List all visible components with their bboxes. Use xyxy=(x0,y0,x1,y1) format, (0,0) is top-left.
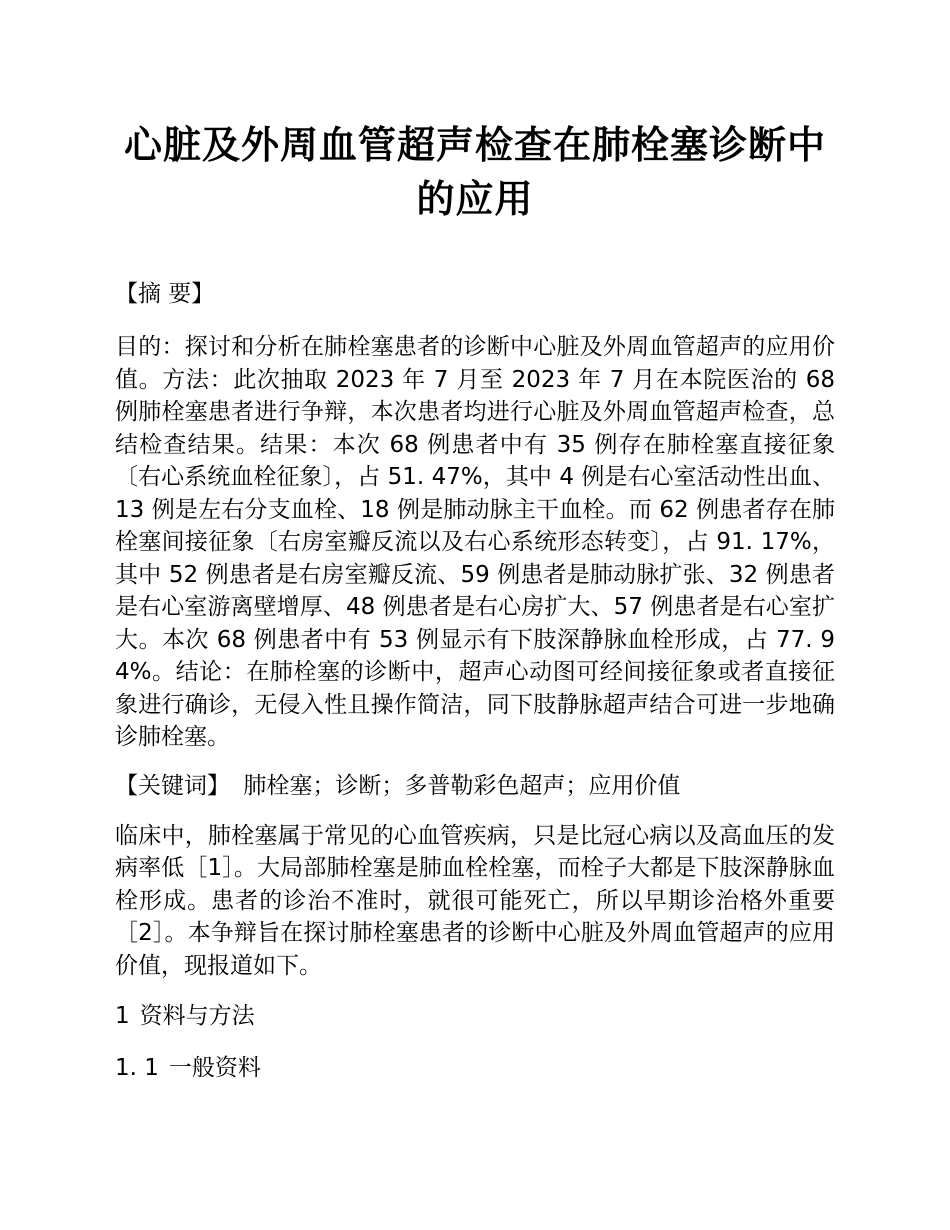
section-title: 资料与方法 xyxy=(139,1003,255,1029)
abstract-label: 【摘 要】 xyxy=(115,281,215,307)
section-number: 1 xyxy=(115,1003,130,1029)
keywords-line xyxy=(115,770,835,802)
keywords-value: 肺栓塞；诊断；多普勒彩色超声；应用价值 xyxy=(243,772,681,799)
subsection-number: 1. 1 xyxy=(115,1055,159,1081)
subsection-heading xyxy=(115,1052,835,1084)
keywords-label: 【关键词】 xyxy=(115,772,230,799)
intro-paragraph: 临床中，肺栓塞属于常见的心血管疾病，只是比冠心病以及高血压的发病率低［1］。大局部肺栓塞是肺血栓栓塞，而栓子大都是下肢深静脉血栓形成。患者的诊治不准时，就很可能死亡，所以早期诊治格外重要［2］。本争辩旨在探讨肺栓塞患者的诊断中心脏及外周血管超声的应用价值，现报道如下。 xyxy=(115,822,835,979)
subsection-title: 一般资料 xyxy=(168,1055,261,1081)
document-title: 心脏及外周血管超声检查在肺栓塞诊断中的应用 xyxy=(123,122,826,221)
section-heading xyxy=(115,1000,835,1032)
abstract-body: 目的：探讨和分析在肺栓塞患者的诊断中心脏及外周血管超声的应用价值。方法：此次抽取 2023 年 7 月至 2023 年 7 月在本院医治的 68 例肺栓塞患者进行争辩，本次患者均进行心脏及外周血管超声检查，总结检查结果。结果：本次 68 例患者中有 35 例存在肺栓塞直接征象〔右心系统血栓征象〕，占 51. 47%，其中 4 例是右心室活动性出血、13 例是左右分支血栓、18 例是肺动脉主干血栓。而 62 例患者存在肺栓塞间接征象〔右房室瓣反流以及右心系统形态转变〕，占 91. 17%，其中 52 例患者是右房室瓣反流、59 例患者是肺动脉扩张、32 例患者是右心室游离壁增厚、48 例患者是右心房扩大、57 例患者是右心室扩大。本次 68 例患者中有 53 例显示有下肢深静脉血栓形成，占 77. 94%。结论：在肺栓塞的诊断中，超声心动图可经间接征象或者直接征象进行确诊，无侵入性且操作简洁，同下肢静脉超声结合可进一步地确诊肺栓塞。 xyxy=(115,334,835,750)
